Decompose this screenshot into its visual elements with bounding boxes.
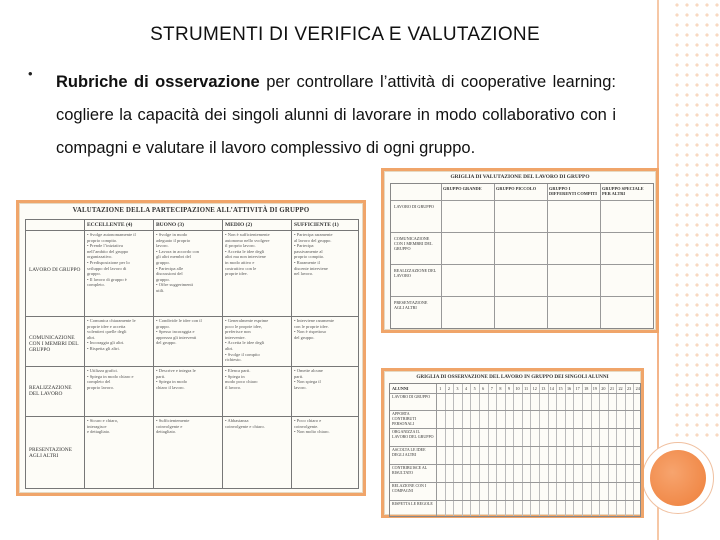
- rubric-cell: [294, 318, 358, 365]
- student-number-header: 4: [464, 386, 468, 391]
- rubric-cell-line: • Non molto chiaro.: [294, 429, 330, 435]
- bullet-body-text: per controllare l’attività di cooperative learning: cogliere la capacità dei singoli alunni di lavorare in modo collaborativo con i compagni e valutare il lavoro complessivo di ogni gruppo.: [56, 73, 616, 157]
- table-column-divider: [556, 384, 557, 516]
- student-number-header: 24: [635, 386, 640, 391]
- rubric-cell-line: gruppo.: [87, 271, 101, 277]
- rubric-row-label: REALIZZAZIONE DEL LAVORO: [29, 385, 72, 397]
- student-number-header: 17: [575, 386, 580, 391]
- rubric-cell-line: • Sufficientemente: [156, 418, 190, 423]
- decorative-orange-circle: [650, 450, 706, 506]
- decorative-dot-pattern: [672, 0, 720, 440]
- rubric-cell: [156, 318, 220, 365]
- table-column-divider: [453, 384, 454, 516]
- rubric-cell-line: autonomo nello svolgere: [225, 237, 270, 243]
- rubric-cell-line: coinvolgente.: [294, 423, 319, 429]
- rubric-cell-line: in modo attivo e: [225, 259, 255, 265]
- student-number-header: 3: [456, 386, 459, 391]
- rubric-cell-line: • Generalmente esprime: [225, 318, 269, 323]
- rubric-cell-line: proprio lavoro.: [87, 384, 114, 390]
- table-column-divider: [600, 184, 601, 328]
- table-row-divider: [26, 366, 358, 367]
- table-column-divider: [591, 384, 592, 516]
- rubric-cell-line: • Svolge autonomamente il: [87, 232, 136, 237]
- table-column-divider: [445, 384, 446, 516]
- rubric-cell-line: lavoro.: [294, 384, 307, 390]
- rubric-cell-line: gli altri membri del: [156, 254, 191, 260]
- rubric-cell-line: passivamente al: [294, 248, 323, 254]
- student-number-header: 22: [618, 386, 623, 391]
- student-number-header: 10: [515, 386, 520, 391]
- rubric-cell-line: • Il lavoro di gruppo è: [87, 276, 127, 282]
- table-column-divider: [153, 220, 154, 488]
- table-column-divider: [608, 384, 609, 516]
- observation-row-label: RISPETTA LE REGOLE: [392, 501, 433, 506]
- rubric-column-header: SUFFICIENTE (1): [294, 222, 339, 228]
- slide-title: STRUMENTI DI VERIFICA E VALUTAZIONE: [150, 24, 540, 45]
- rubric-cell-line: coinvolgente e: [156, 423, 183, 429]
- student-number-header: 9: [507, 386, 510, 391]
- observation-first-header: ALUNNI: [392, 386, 409, 391]
- rubric-cell-line: del gruppo.: [156, 340, 177, 346]
- rubric-cell-line: • Svolge il compito: [225, 351, 260, 357]
- bullet-bold-lead: Rubriche di osservazione: [56, 73, 260, 91]
- bullet-dot: •: [28, 66, 33, 81]
- rubric-cell: [225, 368, 289, 415]
- table-column-divider: [547, 184, 548, 328]
- group-grid-column-header: GRUPPO PICCOLO: [496, 186, 537, 191]
- rubric-cell-line: gruppo.: [156, 276, 170, 282]
- rubric-cell: [294, 368, 358, 415]
- rubric-cell-line: • Comunica chiaramente le: [87, 318, 136, 323]
- group-grid-table: [390, 183, 654, 329]
- rubric-cell-line: volentieri quelle degli: [87, 329, 127, 335]
- table-row-divider: [391, 200, 653, 201]
- table-column-divider: [494, 184, 495, 328]
- rubric-cell-line: • Elenca parti.: [225, 368, 251, 373]
- rubric-cell-line: chiaro il lavoro.: [156, 384, 185, 390]
- student-number-header: 20: [601, 386, 606, 391]
- rubric-column-header: ECCELLENTE (4): [87, 222, 133, 228]
- rubric-cell-line: il proprio lavoro.: [225, 243, 256, 249]
- rubric-cell-line: • Accetta le idee degli: [225, 340, 265, 346]
- rubric-cell-line: interagisce: [87, 423, 107, 429]
- rubric-row-label: COMUNICAZIONE CON I MEMBRI DEL GRUPPO: [29, 335, 79, 353]
- student-number-header: 18: [584, 386, 589, 391]
- rubric-cell-line: • Predisposizione per lo: [87, 259, 130, 265]
- observation-row-label: APPORTA CONTRIBUTI PERSONALI: [392, 411, 417, 426]
- student-number-header: 21: [609, 386, 615, 391]
- rubric-cell-line: sviluppo del lavoro di: [87, 265, 127, 271]
- table-column-divider: [582, 384, 583, 516]
- student-number-header: 1: [439, 386, 442, 391]
- student-number-header: 14: [549, 386, 554, 391]
- table-row-divider: [390, 446, 640, 447]
- rubric-cell-line: con le proprie idee.: [294, 323, 329, 329]
- table-column-divider: [436, 384, 437, 516]
- rubric-cell: [294, 418, 358, 489]
- rubric-table: [25, 219, 359, 489]
- rubric-cell-line: • Poco chiaro e: [294, 418, 322, 423]
- table-column-divider: [522, 384, 523, 516]
- table-row-divider: [391, 264, 653, 265]
- rubric-cell-line: poco le proprie idee,: [225, 323, 262, 329]
- rubric-cell-line: nell’ambito del gruppo: [87, 248, 129, 254]
- table-column-divider: [539, 384, 540, 516]
- rubric-cell-line: altri.: [87, 334, 96, 340]
- rubric-cell-line: proprie idee.: [225, 271, 248, 277]
- rubric-cell-line: utili.: [156, 287, 165, 293]
- observation-row-label: RELAZIONE CON I COMPAGNI: [392, 483, 427, 493]
- group-grid-row-label: PRESENTAZIONE AGLI ALTRI: [394, 300, 428, 310]
- rubric-cell: [156, 232, 220, 315]
- rubric-cell-line: • Condivide le idee con il: [156, 318, 202, 323]
- rubric-cell-line: proprio compito.: [294, 254, 325, 260]
- rubric-row-label: LAVORO DI GRUPPO: [29, 267, 81, 273]
- student-number-header: 6: [482, 386, 485, 391]
- student-number-header: 5: [473, 386, 476, 391]
- table-row-divider: [390, 482, 640, 483]
- table-column-divider: [625, 384, 626, 516]
- rubric-column-header: BUONO (3): [156, 222, 184, 228]
- rubric-cell-line: • Rispetta gli altri.: [87, 345, 120, 351]
- rubric-cell: [156, 368, 220, 415]
- rubric-cell-line: • Abbastanza: [225, 418, 249, 423]
- table-column-divider: [505, 384, 506, 516]
- observation-grid-table: [389, 383, 641, 517]
- rubric-cell-line: del gruppo.: [294, 334, 315, 340]
- rubric-cell-line: lavoro.: [156, 243, 169, 249]
- rubric-cell-line: discussioni del: [156, 271, 183, 277]
- table-row-divider: [390, 464, 640, 465]
- rubric-cell-line: • Descrive e integra le: [156, 368, 196, 373]
- rubric-cell: [294, 232, 358, 315]
- table-column-divider: [479, 384, 480, 516]
- group-evaluation-grid-image: [381, 168, 659, 333]
- rubric-cell-line: coinvolgente e chiaro.: [225, 423, 265, 429]
- rubric-cell-line: discente interviene: [294, 265, 328, 271]
- rubric-title: VALUTAZIONE DELLA PARTECIPAZIONE ALL’ATTIVITÀ DI GRUPPO: [72, 207, 310, 214]
- rubric-cell-line: • Partecipa: [294, 243, 314, 249]
- table-column-divider: [291, 220, 292, 488]
- rubric-cell-line: parti.: [294, 373, 304, 379]
- rubric-cell: [87, 368, 151, 415]
- rubric-cell-line: • Interviene raramente: [294, 318, 335, 323]
- group-grid-row-label: LAVORO DI GRUPPO: [394, 204, 434, 209]
- table-column-divider: [488, 384, 489, 516]
- rubric-cell-line: • Lavora in accordo con: [156, 248, 200, 254]
- rubric-cell-line: • Accetta le idee degli: [225, 248, 265, 254]
- rubric-cell: [156, 418, 220, 489]
- rubric-cell-line: • Raramente il: [294, 259, 320, 265]
- rubric-cell-line: richiesto.: [225, 357, 242, 363]
- observation-row-label: ASCOLTA LE IDEE DEGLI ALTRI: [392, 447, 426, 457]
- rubric-column-header: MEDIO (2): [225, 222, 253, 228]
- rubric-cell-line: intervenire.: [225, 334, 246, 340]
- observation-grid-title: GRIGLIA DI OSSERVAZIONE DEL LAVORO IN GRUPPO DEI SINGOLI ALUNNI: [416, 374, 609, 380]
- rubric-cell: [225, 232, 289, 315]
- table-column-divider: [633, 384, 634, 516]
- rubric-cell-line: preferisce non: [225, 329, 251, 335]
- group-grid-title: GRIGLIA DI VALUTAZIONE DEL LAVORO DI GRUPPO: [450, 174, 590, 180]
- rubric-cell-line: nel lavoro.: [294, 271, 314, 277]
- rubric-cell-line: • Spiega in: [225, 373, 245, 379]
- rubric-cell-line: • Prende l’iniziativa: [87, 243, 123, 249]
- table-column-divider: [530, 384, 531, 516]
- table-row-divider: [26, 316, 358, 317]
- rubric-cell-line: completo del: [87, 379, 111, 385]
- group-grid-column-header: GRUPPO I DIFFERENTI COMPITI: [549, 186, 597, 196]
- table-column-divider: [548, 384, 549, 516]
- participation-rubric-image: [16, 200, 366, 496]
- rubric-cell: [87, 418, 151, 489]
- rubric-cell-line: • Offre suggerimenti: [156, 282, 193, 288]
- table-column-divider: [222, 220, 223, 488]
- rubric-row-label: PRESENTAZIONE AGLI ALTRI: [29, 447, 72, 459]
- rubric-cell-line: • Non è rispettoso: [294, 329, 327, 335]
- rubric-cell-line: il lavoro.: [225, 384, 242, 390]
- rubric-cell-line: • Omette alcune: [294, 368, 323, 373]
- table-column-divider: [565, 384, 566, 516]
- rubric-cell-line: organizzativo.: [87, 254, 113, 260]
- rubric-cell: [87, 318, 151, 365]
- student-number-header: 12: [532, 386, 537, 391]
- student-observation-grid-image: [381, 368, 644, 518]
- student-number-header: 15: [558, 386, 563, 391]
- table-row-divider: [391, 296, 653, 297]
- rubric-cell-line: altri.: [225, 345, 234, 351]
- rubric-cell-line: • Svolge in modo: [156, 232, 188, 237]
- observation-row-label: LAVORO DI GRUPPO: [392, 394, 431, 399]
- rubric-cell-line: gruppo.: [156, 323, 170, 329]
- rubric-cell-line: apprezza gli interventi: [156, 334, 197, 340]
- rubric-cell-line: proprie idee e accetta: [87, 323, 126, 329]
- student-number-header: 16: [566, 386, 572, 391]
- table-row-divider: [390, 428, 640, 429]
- student-number-header: 13: [541, 386, 546, 391]
- rubric-cell-line: dettagliato.: [156, 429, 177, 435]
- table-column-divider: [441, 184, 442, 328]
- rubric-cell-line: • Spiega in modo chiaro e: [87, 373, 134, 379]
- rubric-cell-line: • Incoraggia gli altri.: [87, 340, 125, 346]
- rubric-cell-line: • Partecipa alle: [156, 265, 184, 271]
- student-number-header: 23: [627, 386, 632, 391]
- rubric-cell-line: • Partecipa raramente: [294, 232, 333, 237]
- rubric-cell-line: • Non spiega il: [294, 379, 321, 385]
- group-grid-column-header: GRUPPO GRANDE: [443, 186, 482, 191]
- observation-row-label: CONTRIBUISCE AL RISULTATO: [392, 465, 428, 475]
- rubric-cell-line: modo poco chiaro: [225, 379, 258, 385]
- rubric-cell-line: costruttivo con le: [225, 265, 257, 271]
- rubric-cell-line: e dettagliato.: [87, 429, 111, 435]
- rubric-cell-line: proprio compito.: [87, 237, 118, 243]
- rubric-cell: [225, 318, 289, 365]
- table-column-divider: [84, 220, 85, 488]
- group-grid-row-label: REALIZZAZIONE DEL LAVORO: [394, 268, 437, 278]
- rubric-cell-line: altri ma non interviene: [225, 254, 266, 260]
- table-row-divider: [390, 410, 640, 411]
- rubric-cell-line: completo.: [87, 282, 105, 288]
- table-column-divider: [573, 384, 574, 516]
- student-number-header: 2: [447, 386, 450, 391]
- table-column-divider: [513, 384, 514, 516]
- table-column-divider: [462, 384, 463, 516]
- rubric-cell-line: parti.: [156, 373, 166, 379]
- table-column-divider: [496, 384, 497, 516]
- table-column-divider: [599, 384, 600, 516]
- student-number-header: 11: [524, 386, 529, 391]
- student-number-header: 8: [499, 386, 502, 391]
- rubric-cell-line: adeguato il proprio: [156, 237, 191, 243]
- rubric-cell-line: • Spiega in modo: [156, 379, 187, 385]
- observation-row-label: ORGANIZZA IL LAVORO DEL GRUPPO: [392, 429, 434, 439]
- table-column-divider: [470, 384, 471, 516]
- rubric-cell-line: • Utilizza grafici.: [87, 368, 118, 373]
- table-row-divider: [26, 416, 358, 417]
- student-number-header: 7: [490, 386, 493, 391]
- rubric-cell-line: • Spesso incoraggia e: [156, 329, 195, 335]
- group-grid-row-label: COMUNICAZIONE CON I MEMBRI DEL GRUPPO: [394, 236, 433, 251]
- table-row-divider: [26, 230, 358, 231]
- rubric-cell-line: gruppo.: [156, 259, 170, 265]
- table-column-divider: [616, 384, 617, 516]
- rubric-cell: [225, 418, 289, 489]
- rubric-cell-line: • Non è sufficientemente: [225, 232, 270, 237]
- rubric-cell-line: • Sicuro e chiaro,: [87, 418, 119, 423]
- table-row-divider: [391, 232, 653, 233]
- student-number-header: 19: [592, 386, 597, 391]
- bullet-paragraph: [56, 66, 616, 165]
- rubric-cell-line: al lavoro del gruppo.: [294, 237, 332, 243]
- group-grid-column-header: GRUPPO SPECIALE PER ALTRI: [602, 186, 644, 196]
- rubric-cell: [87, 232, 151, 315]
